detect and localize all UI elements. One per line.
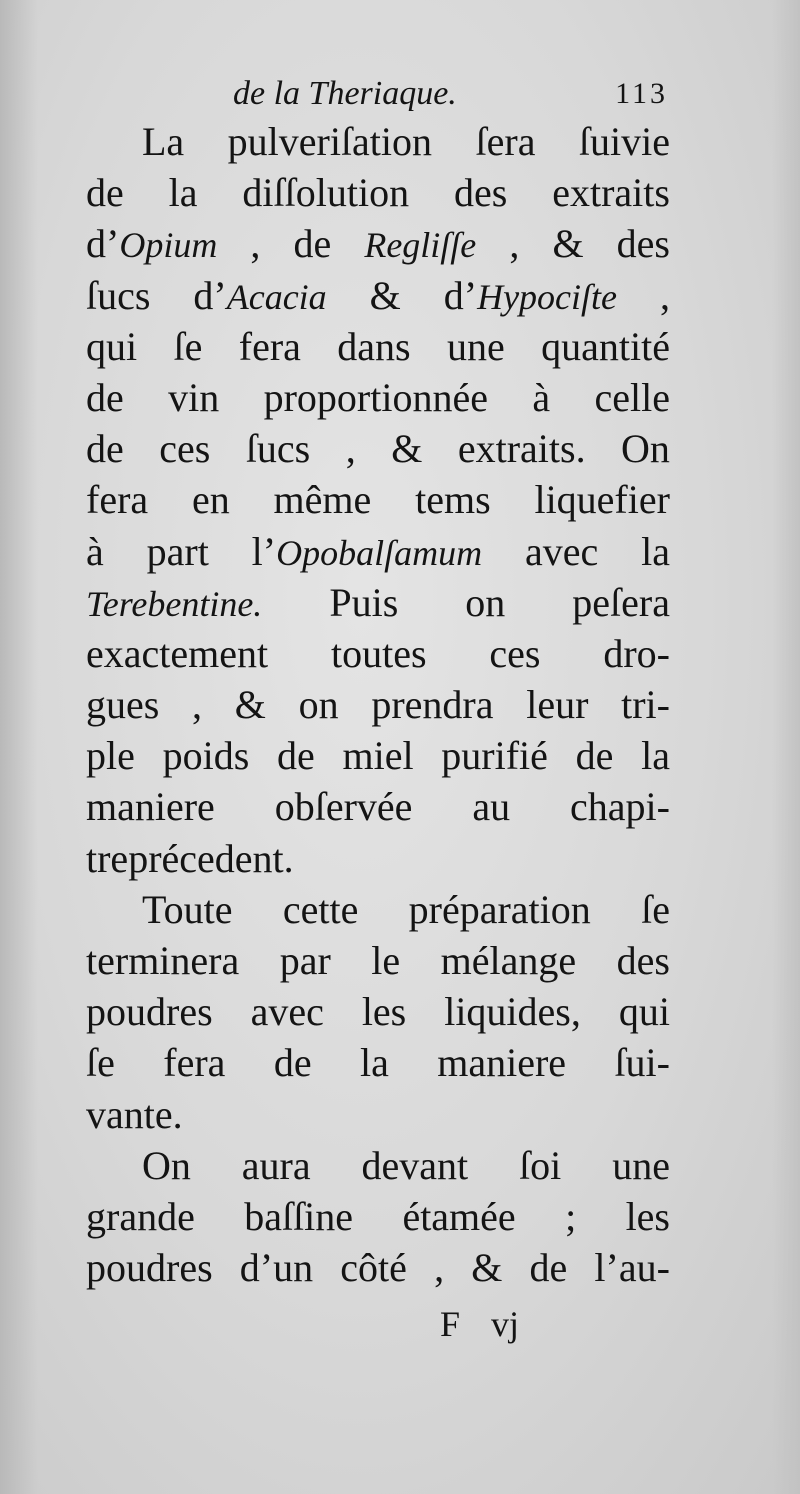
word: de <box>273 1040 312 1086</box>
word: extraits <box>552 170 670 216</box>
text-line <box>86 628 670 679</box>
word: maniere <box>86 784 215 830</box>
word: , <box>660 272 670 318</box>
word-group <box>252 526 482 579</box>
word: ces <box>489 630 541 676</box>
word: obſervée <box>274 784 413 830</box>
running-title: de la Theriaque. <box>233 75 457 112</box>
word: des <box>616 938 670 983</box>
text-line <box>86 1242 670 1293</box>
word: d’ <box>193 272 227 318</box>
word: liquides, <box>444 989 581 1035</box>
text-line <box>86 730 670 781</box>
body-text <box>86 116 670 1293</box>
text-line <box>86 218 670 269</box>
word: tri- <box>621 682 670 728</box>
word: des <box>454 170 508 216</box>
text-line <box>86 884 670 935</box>
word: le <box>371 938 401 983</box>
word: Terebentine. <box>86 583 263 624</box>
word: chapi- <box>570 784 670 830</box>
word: précedent. <box>128 835 294 881</box>
word: Regliſſe <box>364 225 477 266</box>
word: au <box>472 784 511 830</box>
word: maniere <box>437 1040 567 1086</box>
word: ſuivie <box>578 119 670 164</box>
word: Toute <box>142 886 233 932</box>
word: poudres <box>86 989 213 1035</box>
word: exactement <box>86 630 269 676</box>
word: vante. <box>86 1091 183 1137</box>
word: vin <box>168 374 220 420</box>
word: des <box>616 221 670 267</box>
word: Acacia <box>226 276 327 317</box>
word: ; <box>565 1193 577 1239</box>
word-group <box>86 218 217 271</box>
text-line <box>86 986 670 1037</box>
text-line <box>86 167 670 218</box>
word: mélange <box>440 938 577 983</box>
word: de <box>293 221 332 267</box>
word: la <box>168 170 198 216</box>
word: terminera <box>86 938 240 983</box>
word: ſoi <box>519 1142 562 1188</box>
word: diſſolution <box>242 170 410 216</box>
text-line <box>86 679 670 730</box>
word: fera <box>163 1040 226 1086</box>
word: celle <box>594 374 670 420</box>
word: de <box>575 733 614 779</box>
word: gues <box>86 682 160 728</box>
word-group <box>444 270 617 323</box>
word: Puis <box>329 579 399 625</box>
word: qui <box>86 323 138 369</box>
word: ces <box>159 426 211 472</box>
word: de <box>277 733 315 779</box>
word: l’ <box>251 528 277 574</box>
word: tems <box>415 477 491 523</box>
word: pulveriſation <box>227 119 433 164</box>
word: les <box>361 989 407 1035</box>
word: miel <box>342 733 414 779</box>
word: de <box>86 170 124 216</box>
word: par <box>279 938 331 983</box>
word: la <box>641 733 670 779</box>
word: de <box>529 1245 568 1291</box>
page-header <box>88 72 668 116</box>
word: ſucs <box>245 426 311 472</box>
word: qui <box>618 989 670 1035</box>
page-shadow-left <box>0 0 38 1494</box>
word: les <box>625 1193 670 1239</box>
word: ple <box>86 733 135 779</box>
word: devant <box>361 1142 469 1188</box>
word: de <box>86 374 124 420</box>
word: de <box>86 426 124 472</box>
word: & <box>552 221 584 267</box>
word: part <box>146 528 209 574</box>
word: & <box>391 426 423 472</box>
word: extraits. <box>457 426 586 472</box>
word: Opobalſamum <box>276 532 483 573</box>
word: , <box>434 1245 445 1291</box>
word: tre <box>86 835 129 881</box>
text-line <box>86 270 670 321</box>
text-line <box>86 1140 670 1191</box>
word: , <box>250 221 261 267</box>
word: on <box>298 682 339 728</box>
word: & <box>234 682 266 728</box>
word: grande <box>86 1193 195 1239</box>
word: & <box>471 1245 503 1291</box>
word-group <box>193 270 326 323</box>
word: La <box>142 119 185 164</box>
word: poudres <box>86 1245 213 1291</box>
word: préparation <box>408 886 591 932</box>
word: à <box>86 528 104 574</box>
text-line <box>86 1037 670 1088</box>
word: en <box>191 477 230 523</box>
text-line <box>86 1089 670 1140</box>
word: d’un <box>239 1245 314 1291</box>
word: prendra <box>371 682 494 728</box>
word: d’ <box>86 221 120 267</box>
word: ſera <box>475 119 536 164</box>
word: peſera <box>572 579 670 625</box>
word: On <box>142 1142 191 1188</box>
word: On <box>621 426 670 472</box>
word: ſucs <box>86 272 151 318</box>
word: , <box>509 221 520 267</box>
text-line <box>86 781 670 832</box>
word: quantité <box>541 323 670 369</box>
word: dans <box>337 323 411 369</box>
word: la <box>359 1040 389 1086</box>
word: Hypociſte <box>477 276 618 317</box>
text-line <box>86 577 670 628</box>
text-line <box>86 474 670 525</box>
word: une <box>612 1142 670 1188</box>
text-line <box>86 833 670 884</box>
word: toutes <box>330 630 427 676</box>
word: à <box>532 374 551 420</box>
word: d’ <box>443 272 478 318</box>
word: aura <box>241 1142 311 1188</box>
word: dro- <box>603 630 670 676</box>
text-line <box>86 935 670 986</box>
word: étamée <box>402 1193 516 1239</box>
page-shadow-right <box>772 0 800 1494</box>
text-line <box>86 423 670 474</box>
word: ſe <box>86 1040 115 1086</box>
word: ſui- <box>614 1040 670 1086</box>
word: côté <box>340 1245 407 1291</box>
word: une <box>446 323 505 369</box>
word: même <box>273 477 372 523</box>
word: la <box>641 528 670 574</box>
text-line <box>86 526 670 577</box>
word: purifié <box>441 733 548 779</box>
word: avec <box>250 989 324 1035</box>
word: fera <box>238 323 301 369</box>
word: , <box>192 682 203 728</box>
word: l’au- <box>594 1245 670 1291</box>
word: fera <box>86 477 149 523</box>
text-line <box>86 372 670 423</box>
word: on <box>465 579 506 625</box>
page-number: 113 <box>615 77 668 110</box>
word: cette <box>282 886 359 932</box>
text-line <box>86 321 670 372</box>
word: Opium <box>119 225 218 266</box>
text-line <box>86 1191 670 1242</box>
text-line <box>86 116 670 167</box>
word: ſe <box>641 886 670 932</box>
signature-mark: F vj <box>440 1304 520 1344</box>
word: poids <box>162 733 250 779</box>
word: , <box>345 426 356 472</box>
word: proportionnée <box>263 374 488 420</box>
word: & <box>369 272 401 318</box>
word: leur <box>526 682 589 728</box>
word: avec <box>524 528 599 574</box>
word: ſe <box>173 323 203 369</box>
word: liquefier <box>534 477 670 523</box>
word: baſſine <box>244 1193 354 1239</box>
